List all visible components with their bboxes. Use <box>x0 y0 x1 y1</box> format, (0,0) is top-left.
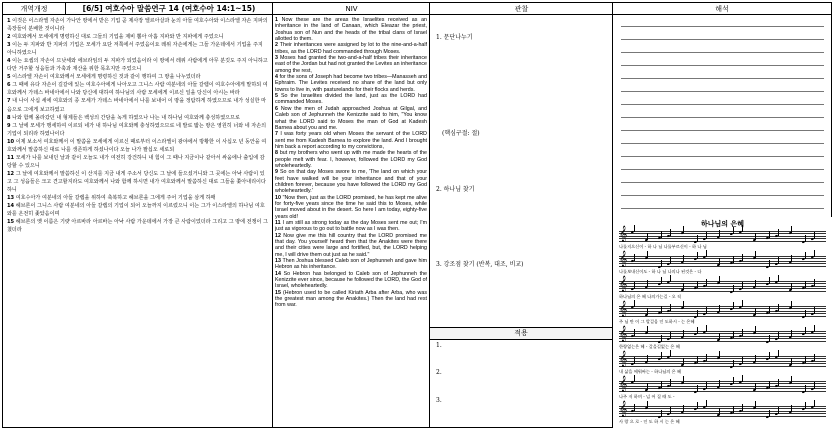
note-stem <box>683 301 684 308</box>
verse-number: 10 <box>7 138 15 145</box>
niv-text-column <box>273 16 429 310</box>
note-stem <box>791 226 792 233</box>
note-stem <box>719 230 720 237</box>
verse <box>7 170 268 194</box>
note-line <box>621 117 824 118</box>
note-stem <box>755 326 756 333</box>
verse-text: for the sons of Joseph had become two tribes—Manasseh and Ephraim. The Levites received no share of the land but only towns to live in, with pasturelands for their flocks and herds. <box>275 74 427 93</box>
verse-number: 2 <box>275 42 278 49</box>
note-line <box>621 78 824 79</box>
note-line <box>621 52 824 53</box>
note-stem <box>755 280 756 287</box>
song-title: 하나님의 은혜 <box>700 220 744 228</box>
lyric-line: 나를보내신이도 - 하 나 님 나의나 된것은 - 다 <box>619 269 702 274</box>
note-stem <box>661 352 662 359</box>
note-stem <box>742 404 743 411</box>
note-stem <box>769 352 770 359</box>
note-stem <box>683 283 684 290</box>
note-stem <box>742 300 743 307</box>
note-stem <box>683 358 684 365</box>
verse <box>7 81 268 97</box>
verse-number: 7 <box>7 98 11 105</box>
note-stem <box>791 301 792 308</box>
verse <box>7 194 268 202</box>
note-stem <box>683 405 684 412</box>
note-stem <box>791 376 792 383</box>
note-stem <box>697 385 698 392</box>
verse <box>7 122 268 138</box>
verse-text: 헤브론이 그니스 사람 여분네의 아들 갈렙의 기업이 되어 오늘까지 이르렀으니 이는 그가 이스라엘의 하나님 여호와를 온전히 좇았음이며 <box>7 203 265 218</box>
note-stem <box>742 329 743 336</box>
note-stem <box>805 310 806 317</box>
note-stem <box>706 250 707 257</box>
verse <box>7 33 268 41</box>
verse-text: Now these are the areas the Israelites received as an inheritance in the land of Canaan, which Eleazar the priest, Joshua son of Nun and the heads of the tribal clans of Israel allotted to them. <box>275 17 427 43</box>
note-stem <box>814 354 815 361</box>
treble-clef-icon: 𝄞 <box>619 251 628 267</box>
verse-text: (Hebron used to be called Kiriath Arba after Arba, who was the greatest man among the Anakites.) Then the land had rest from war. <box>275 289 427 309</box>
note-stem <box>791 255 792 262</box>
observation-item: 2. 하나님 찾기 <box>436 186 475 193</box>
observation-header: 관찰 <box>430 3 613 15</box>
music-staff <box>619 276 826 293</box>
note-stem <box>814 307 815 314</box>
note-stem <box>661 277 662 284</box>
note-stem <box>661 306 662 313</box>
note-stem <box>778 304 779 311</box>
note-stem <box>661 381 662 388</box>
verse-number: 15 <box>275 289 281 296</box>
verse-text: 이스라엘 자손이 여호와께서 모세에게 명령하신 것과 같이 행하여 그 땅을 나누었더라 <box>12 74 201 81</box>
treble-clef-icon: 𝄞 <box>619 401 628 417</box>
note-stem <box>814 325 815 332</box>
note-stem <box>778 229 779 236</box>
note-stem <box>755 401 756 408</box>
note-stem <box>697 327 698 334</box>
note-stem <box>814 382 815 389</box>
verse-number: 14 <box>7 203 15 210</box>
note-stem <box>769 410 770 417</box>
verse <box>7 202 268 218</box>
note-stem <box>670 350 671 357</box>
note-line <box>621 182 824 183</box>
verse <box>7 73 268 81</box>
music-staff <box>619 226 826 243</box>
note-stem <box>791 283 792 290</box>
note-stem <box>670 379 671 386</box>
verse-text: 그 때에 유다 자손이 길갈에 있는 여호수아에게 나아오고 그니스 사람 여분네의 아들 갈렙이 여호수아에게 말하되 여호와께서 가데스 바네아에서 나와 당신에 대하여 하나님의 사람 모세에게 이르신 일을 당신이 아시는 바라 <box>7 82 268 97</box>
verse <box>275 150 427 169</box>
verse-text: So the Israelites divided the land, just as the LORD had commanded Moses. <box>275 93 427 106</box>
korean-text-column <box>4 16 271 235</box>
verse <box>7 114 268 122</box>
treble-clef-icon: 𝄞 <box>619 301 628 317</box>
treble-clef-icon: 𝄞 <box>619 276 628 292</box>
note-stem <box>778 407 779 414</box>
note-stem <box>670 304 671 311</box>
note-stem <box>706 325 707 332</box>
note-stem <box>733 406 734 413</box>
lyric-line: 나를지으신이 - 하 나 님 나를부르신이 - 하 나 님 <box>619 244 707 249</box>
note-stem <box>769 260 770 267</box>
note-stem <box>778 275 779 282</box>
verse-number: 13 <box>275 258 281 265</box>
observation-section <box>430 16 612 326</box>
note-stem <box>778 257 779 264</box>
note-stem <box>706 354 707 361</box>
note-stem <box>634 300 635 307</box>
verse <box>7 97 268 113</box>
lyric-line: 나주 저 하며 - 넘 어 질 때 도 - <box>619 394 675 399</box>
note-line <box>621 130 824 131</box>
application-item: 2. <box>436 369 442 376</box>
note-stem <box>778 350 779 357</box>
note-stem <box>719 305 720 312</box>
verse-number: 5 <box>7 74 11 81</box>
note-stem <box>791 330 792 337</box>
note-stem <box>697 310 698 317</box>
verse-text: Their inheritances were assigned by lot to the nine-and-a-half tribes, as the LORD had commanded through Moses. <box>275 42 427 55</box>
verse-number: 6 <box>275 105 278 112</box>
verse-text: 나와 함께 올라갔던 내 형제들은 백성의 간담을 녹게 하였으나 나는 내 하나님 여호와께 충성하였으므로 <box>12 114 240 121</box>
verse <box>7 138 268 154</box>
verse <box>275 93 427 106</box>
note-stem <box>661 260 662 267</box>
note-stem <box>733 256 734 263</box>
version-header: 개역개정 <box>3 3 65 15</box>
note-stem <box>769 231 770 238</box>
verse-number: 11 <box>275 220 281 226</box>
note-line <box>621 91 824 92</box>
note-stem <box>778 379 779 386</box>
note-stem <box>683 330 684 337</box>
verse-number: 5 <box>275 93 278 100</box>
verse-text: 여호수아가 여분네의 아들 갈렙을 위하여 축복하고 헤브론을 그에게 주어 기업을 삼게 하매 <box>15 195 216 202</box>
application-header: 적용 <box>430 327 612 340</box>
lyric-line: 한량없는은 혜 - 갚을길없는 은 혜 <box>619 344 680 349</box>
note-stem <box>697 356 698 363</box>
verse <box>275 220 427 233</box>
note-stem <box>733 360 734 367</box>
note-stem <box>755 383 756 390</box>
application-item: 1. <box>436 342 442 349</box>
note-stem <box>647 383 648 390</box>
note-stem <box>634 357 635 364</box>
note-line <box>621 208 824 209</box>
note-stem <box>719 351 720 358</box>
verse-text: but my brothers who went up with me made the hearts of the people melt with fear. I, however, followed the LORD my God wholeheartedly. <box>275 150 427 169</box>
note-stem <box>791 405 792 412</box>
verse-number: 11 <box>7 154 15 161</box>
note-stem <box>733 285 734 292</box>
verse-number: 12 <box>275 232 281 239</box>
note-stem <box>755 355 756 362</box>
verse-text: 그 날에 여호와께서 말씀하신 이 산지를 지금 내게 주소서 당신도 그 날에 들으셨거니와 그 곳에는 아낙 사람이 있고 그 성읍들은 크고 견고할지라도 여호와께서 나와 함께 하시면 내가 여호와께서 말씀하신 대로 그들을 쫓아내리이다 하니 <box>7 170 266 193</box>
note-stem <box>814 279 815 286</box>
study-sheet <box>2 2 832 428</box>
verse-text: 그 날에 모세가 맹세하여 이르되 네가 내 하나님 여호와께 충성하였으므로 네 발로 밟는 땅은 영원히 너와 네 자손의 기업이 되리라 하였나이다 <box>7 122 267 137</box>
verse <box>7 17 268 33</box>
note-stem <box>706 232 707 239</box>
verse-text: So on that day Moses swore to me, 'The land on which your feet have walked will be your inheritance and that of your children forever, because you have followed the LORD my God wholeheartedly.' <box>275 169 427 195</box>
note-stem <box>719 333 720 340</box>
note-stem <box>683 376 684 383</box>
note-stem <box>647 326 648 333</box>
note-stem <box>647 355 648 362</box>
note-stem <box>814 232 815 239</box>
note-stem <box>634 225 635 232</box>
note-stem <box>814 400 815 407</box>
music-staff <box>619 251 826 268</box>
observation-item: 1. 문단나누기 <box>436 34 473 41</box>
note-stem <box>670 275 671 282</box>
verse <box>275 106 427 131</box>
note-stem <box>634 375 635 382</box>
verse-number: 13 <box>7 195 15 202</box>
note-stem <box>742 225 743 232</box>
verse-number: 8 <box>7 114 11 121</box>
note-line <box>621 26 824 27</box>
note-stem <box>742 254 743 261</box>
note-line <box>621 65 824 66</box>
note-stem <box>634 404 635 411</box>
note-stem <box>661 335 662 342</box>
note-stem <box>742 357 743 364</box>
observation-item: (핵심구절: 절) <box>442 130 480 137</box>
note-stem <box>755 308 756 315</box>
verse-text: Now the men of Judah approached Joshua at Gilgal, and Caleb son of Jephunneh the Kenizzite said to him, "You know what the LORD said to Moses the man of God at Kadesh Barnea about you and me. <box>275 105 427 131</box>
verse-number: 14 <box>275 270 281 277</box>
note-stem <box>670 229 671 236</box>
sheet-music <box>613 217 832 429</box>
verse <box>275 290 427 309</box>
verse-number: 15 <box>7 219 15 226</box>
note-line <box>621 156 824 157</box>
note-stem <box>670 332 671 339</box>
note-stem <box>706 400 707 407</box>
note-stem <box>733 227 734 234</box>
note-stem <box>697 281 698 288</box>
note-stem <box>634 329 635 336</box>
note-stem <box>661 231 662 238</box>
note-stem <box>769 306 770 313</box>
note-stem <box>805 281 806 288</box>
verse-number: 6 <box>7 82 11 89</box>
lyric-line: 내 삶을 에워싸는 - 하나님의 은 혜 <box>619 369 682 374</box>
verse <box>275 74 427 93</box>
note-stem <box>805 252 806 259</box>
note-line <box>621 39 824 40</box>
note-stem <box>634 282 635 289</box>
note-stem <box>683 226 684 233</box>
note-stem <box>805 356 806 363</box>
note-stem <box>647 251 648 258</box>
verse-text: I was forty years old when Moses the servant of the LORD sent me from Kadesh Barnea to explore the land. And I brought him back a report according to my convictions, <box>275 131 427 150</box>
verse-text: "Now then, just as the LORD promised, he has kept me alive for forty-five years since the time he said this to Moses, while Israel moved about in the desert. So here I am today, eighty-five years old! <box>275 194 427 220</box>
verse-text: I am still as strong today as the day Moses sent me out; I'm just as vigorous to go out to battle now as I was then. <box>275 220 427 233</box>
music-staff <box>619 326 826 343</box>
note-line <box>621 143 824 144</box>
verse-text: So Hebron has belonged to Caleb son of Jephunneh the Kenizzite ever since, because he followed the LORD, the God of Israel, wholeheartedly. <box>275 270 427 290</box>
note-stem <box>805 327 806 334</box>
note-stem <box>719 380 720 387</box>
note-stem <box>697 252 698 259</box>
verse-text: 헤브론의 옛 이름은 기럇 아르바라 아르바는 아낙 사람 가운데에서 가장 큰 사람이었더라 그리고 그 땅에 전쟁이 그쳤더라 <box>7 219 268 234</box>
verse-number: 2 <box>7 34 11 41</box>
verse-number: 4 <box>7 58 11 65</box>
note-stem <box>719 408 720 415</box>
note-stem <box>791 358 792 365</box>
verse <box>275 169 427 194</box>
note-stem <box>697 402 698 409</box>
observation-item: 3. 강조점 찾기 (반복, 대조, 비교) <box>436 261 524 268</box>
verse-number: 3 <box>275 55 278 62</box>
note-line <box>621 104 824 105</box>
music-staff <box>619 376 826 393</box>
verse <box>275 258 427 271</box>
music-staff <box>619 301 826 318</box>
verse-text: 이는 두 지파와 반 지파의 기업은 모세가 요단 저쪽에서 주었음이요 레위 자손에게는 그들 가운데에서 기업을 주지 아니하였으니 <box>7 42 263 57</box>
verse-number: 10 <box>275 194 281 201</box>
note-stem <box>647 401 648 408</box>
interpretation-header: 해석 <box>613 3 831 15</box>
note-stem <box>742 375 743 382</box>
niv-header: NIV <box>273 3 430 15</box>
note-stem <box>706 307 707 314</box>
verse-number: 9 <box>275 169 278 176</box>
note-stem <box>733 377 734 384</box>
note-stem <box>814 250 815 257</box>
note-stem <box>683 255 684 262</box>
lyric-line: 주 님 만 이 그 발걸음 인 도하시 - 는 은혜 <box>619 319 695 324</box>
treble-clef-icon: 𝄞 <box>619 226 628 242</box>
verse-text: 이제 보소서 여호와께서 이 말씀을 모세에게 이르신 때로부터 이스라엘이 광야에서 방황한 이 사십오 년 동안을 여호와께서 말씀하신 대로 나를 생존하게 하셨나이다 오늘 나가 팔십오 세로되 <box>7 138 267 153</box>
treble-clef-icon: 𝄞 <box>619 376 628 392</box>
verse <box>275 42 427 55</box>
note-line <box>621 169 824 170</box>
verse-text: 이것은 이스라엘 자손이 가나안 땅에서 받은 기업 곧 제사장 엘르아살과 눈의 아들 여호수아와 이스라엘 자손 지파의 족장들이 분배한 것이니라 <box>7 18 268 33</box>
treble-clef-icon: 𝄞 <box>619 326 628 342</box>
verse <box>275 195 427 220</box>
lyric-line: 하나님의 은 혜 나의가는길 - 오 직 <box>619 294 682 299</box>
note-stem <box>647 233 648 240</box>
treble-clef-icon: 𝄞 <box>619 351 628 367</box>
verse-number: 8 <box>275 150 278 157</box>
verse <box>7 41 268 57</box>
note-stem <box>755 251 756 258</box>
verse-number: 3 <box>7 42 11 49</box>
verse-number: 1 <box>7 18 11 24</box>
application-item: 3. <box>436 397 442 404</box>
note-stem <box>661 410 662 417</box>
lyric-line: 사 랑 으 로 - 인 도 하 시 는 은 혜 <box>619 419 680 424</box>
verse <box>275 17 427 42</box>
verse-text: Now give me this hill country that the LORD promised me that day. You yourself heard then that the Anakites were there and their cities were large and fortified, but, the LORD helping me, I will drive them out just as he said." <box>275 232 427 258</box>
note-stem <box>634 254 635 261</box>
note-stem <box>706 279 707 286</box>
note-stem <box>742 282 743 289</box>
note-stem <box>733 302 734 309</box>
note-stem <box>647 308 648 315</box>
note-stem <box>697 235 698 242</box>
note-line <box>621 195 824 196</box>
note-stem <box>670 257 671 264</box>
verse-text: Moses had granted the two-and-a-half tribes their inheritance east of the Jordan but had not granted the Levites an inheritance among the rest, <box>275 55 427 74</box>
verse-number: 4 <box>275 74 278 81</box>
verse-text: 이는 요셉의 자손이 므낫세와 에브라임의 두 지파가 되었음이라 이 땅에서 레위 사람에게 아무 분깃도 주지 아니하고 다만 거주할 성읍들과 가축과 재산을 위한 목초지만 주었으니 <box>7 58 268 73</box>
music-staff <box>619 351 826 368</box>
verse <box>7 218 268 234</box>
note-stem <box>647 280 648 287</box>
verse-text: 모세가 나를 보내던 날과 같이 오늘도 내가 여전히 강건하니 내 힘이 그 때나 지금이나 같아서 싸움에나 출입에 감당할 수 있으니 <box>7 154 265 169</box>
note-stem <box>769 335 770 342</box>
verse <box>275 271 427 290</box>
note-stem <box>769 381 770 388</box>
note-stem <box>670 407 671 414</box>
verse <box>275 55 427 74</box>
verse <box>7 57 268 73</box>
note-stem <box>805 402 806 409</box>
verse <box>7 154 268 170</box>
verse-number: 1 <box>275 17 278 23</box>
note-stem <box>755 233 756 240</box>
verse <box>275 233 427 258</box>
note-stem <box>719 276 720 283</box>
verse-text: Then Joshua blessed Caleb son of Jephunneh and gave him Hebron as his inheritance. <box>275 258 427 271</box>
verse-number: 12 <box>7 170 15 177</box>
note-stem <box>769 277 770 284</box>
note-stem <box>706 382 707 389</box>
verse-text: 여호와께서 모세에게 명령하신 대로 그들의 기업을 제비 뽑아 아홉 지파와 반 지파에게 주었으니 <box>12 34 224 41</box>
divider <box>65 3 66 15</box>
verse <box>275 131 427 150</box>
verse-text: 내 나이 사십 세에 여호와의 종 모세가 가데스 바네아에서 나를 보내어 이 땅을 정탐하게 하였으므로 내가 성실한 마음으로 그에게 보고하였고 <box>7 98 267 113</box>
note-stem <box>719 258 720 265</box>
page-title: [6/5] 여호수아 말씀연구 14 (여호수아 14:1~15) <box>65 3 273 15</box>
music-staff <box>619 401 826 418</box>
note-stem <box>778 332 779 339</box>
verse-number: 7 <box>275 131 278 138</box>
verse-number: 9 <box>7 122 11 129</box>
note-stem <box>733 331 734 338</box>
note-stem <box>805 235 806 242</box>
note-stem <box>805 385 806 392</box>
